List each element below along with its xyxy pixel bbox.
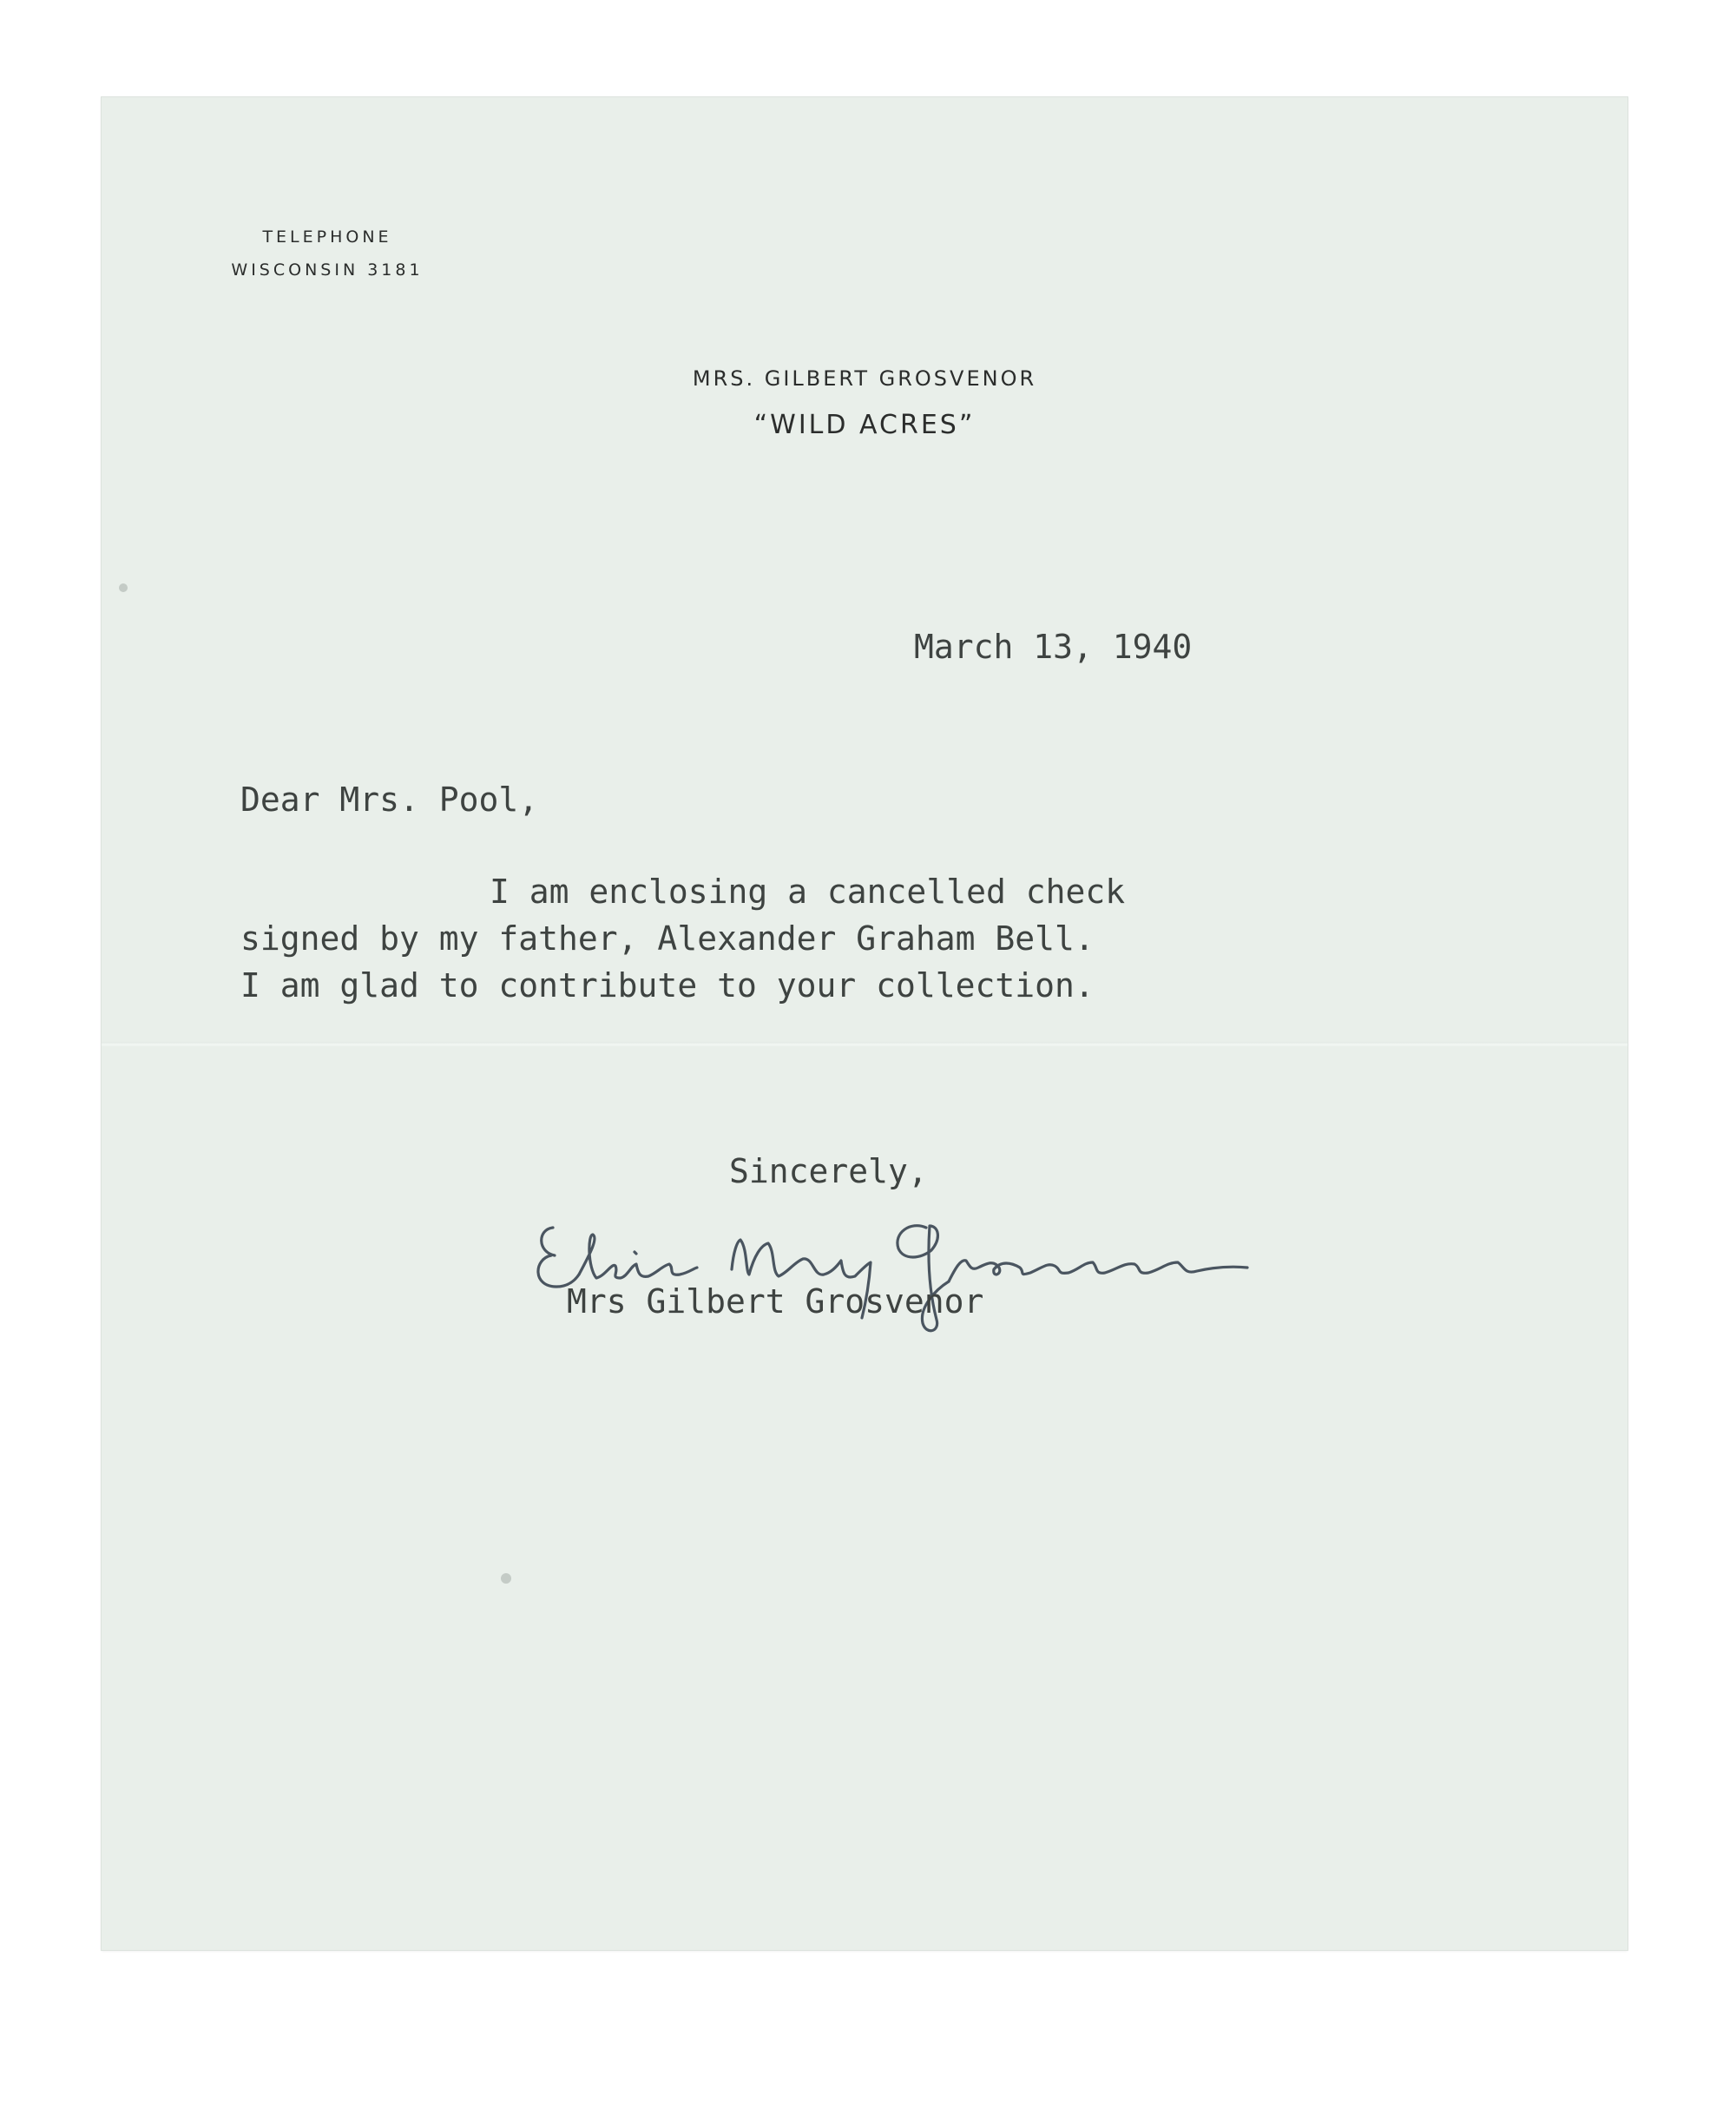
letter-salutation: Dear Mrs. Pool, <box>240 781 539 819</box>
telephone-label: TELEPHONE <box>262 227 392 247</box>
handwritten-signature <box>518 1165 1282 1356</box>
letter-date: March 13, 1940 <box>914 628 1193 666</box>
letterhead-house: “WILD ACRES” <box>753 410 976 440</box>
letter-sheet <box>102 97 1628 1950</box>
body-line: I am enclosing a cancelled check <box>490 873 1126 911</box>
telephone-number: WISCONSIN 3181 <box>231 260 424 280</box>
typed-signatory-name: Mrs Gilbert Grosvenor <box>567 1282 984 1321</box>
paper-speck <box>119 583 128 592</box>
letter-closing: Sincerely, <box>729 1152 928 1190</box>
paper-fold <box>102 1042 1628 1047</box>
body-line: I am glad to contribute to your collection. <box>240 966 1095 1005</box>
letterhead-name: MRS. GILBERT GROSVENOR <box>692 366 1037 391</box>
paper-speck <box>501 1573 511 1584</box>
body-line: signed by my father, Alexander Graham Bell. <box>240 919 1095 958</box>
